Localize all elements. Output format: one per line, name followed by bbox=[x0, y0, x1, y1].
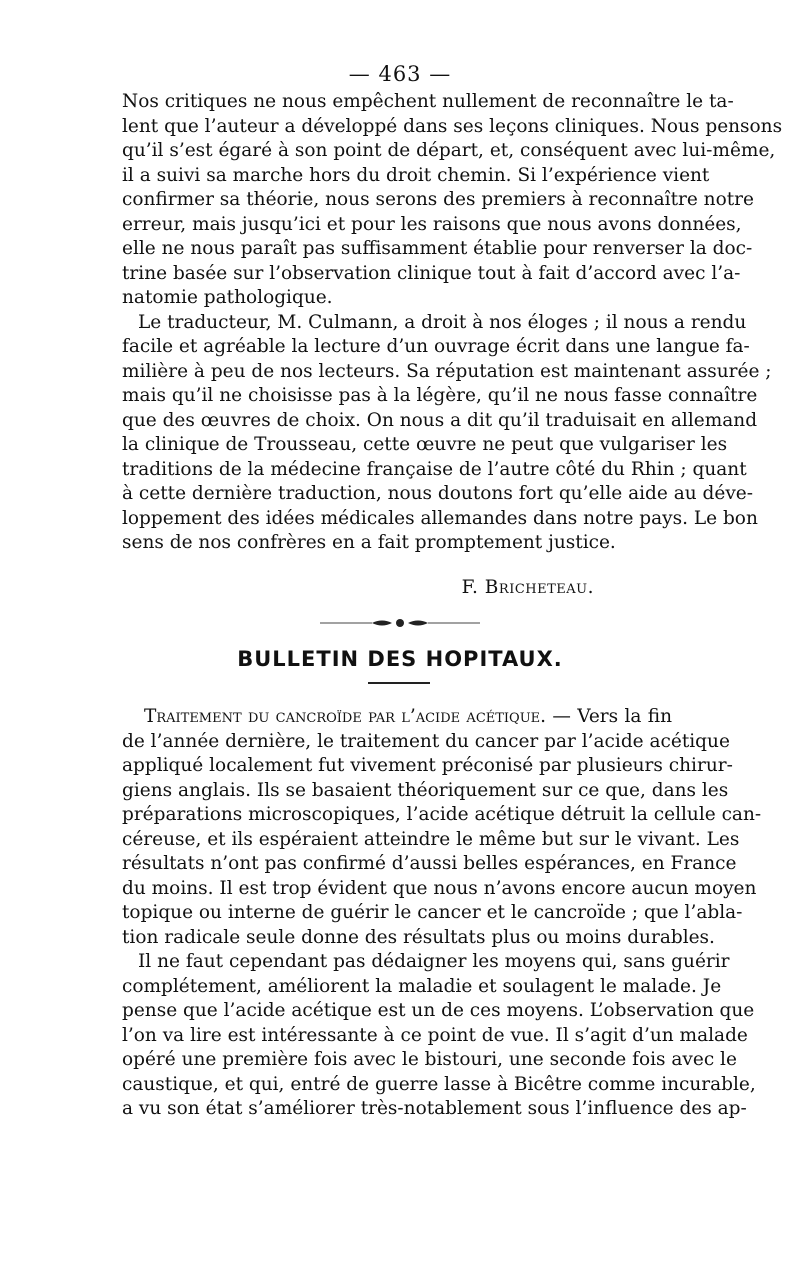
text-line: loppement des idées médicales allemandes dans notre pays. Le bon bbox=[122, 507, 758, 529]
text-line: résultats n’ont pas confirmé d’aussi belles espérances, en France bbox=[122, 853, 737, 874]
text-line: lent que l’auteur a développé dans ses leçons cliniques. Nous pensons bbox=[122, 115, 783, 137]
text-line: l’on va lire est intéressante à ce point de vue. Il s’agit d’un malade bbox=[122, 1024, 748, 1046]
text-line: complétement, améliorent la maladie et soulagent le malade. Je bbox=[122, 975, 722, 997]
article-heading: Traitement du cancroïde par l’acide acétique. bbox=[144, 706, 547, 727]
text-line: Le traducteur, M. Culmann, a droit à nos éloges ; il nous a rendu bbox=[138, 311, 747, 333]
text-line: du moins. Il est trop évident que nous n’avons encore aucun moyen bbox=[122, 877, 757, 899]
article-heading-continuation: — Vers la fin bbox=[546, 706, 672, 727]
text-line: caustique, et qui, entré de guerre lasse à Bicêtre comme incurable, bbox=[122, 1073, 756, 1095]
section-title: BULLETIN DES HOPITAUX. bbox=[237, 647, 563, 671]
page-number: — 463 — bbox=[348, 62, 452, 86]
text-line: elle ne nous paraît pas suffisamment établie pour renverser la doc- bbox=[122, 238, 753, 259]
ornamental-divider bbox=[320, 617, 480, 629]
text-line: facile et agréable la lecture d’un ouvrage écrit dans une langue fa- bbox=[122, 336, 750, 357]
bulletin-article bbox=[122, 705, 762, 1122]
text-line: que des œuvres de choix. On nous a dit qu’il traduisait en allemand bbox=[122, 409, 758, 431]
text-line: confirmer sa théorie, nous serons des premiers à reconnaître notre bbox=[122, 189, 754, 210]
text-line: sens de nos confrères en a fait promptement justice. bbox=[122, 532, 616, 553]
text-line: topique ou interne de guérir le cancer et le cancroïde ; que l’abla- bbox=[122, 902, 743, 923]
text-line: il a suivi sa marche hors du droit chemin. Si l’expérience vient bbox=[122, 164, 710, 186]
text-line: opéré une première fois avec le bistouri, une seconde fois avec le bbox=[122, 1049, 737, 1070]
text-line: Nos critiques ne nous empêchent nullement de reconnaître le ta- bbox=[122, 91, 734, 112]
text-line: giens anglais. Ils se basaient théoriquement sur ce que, dans les bbox=[122, 779, 729, 801]
text-line: de l’année dernière, le traitement du cancer par l’acide acétique bbox=[122, 730, 730, 752]
text-line: préparations microscopiques, l’acide acétique détruit la cellule can- bbox=[122, 804, 762, 825]
text-line: céreuse, et ils espéraient atteindre le même but sur le vivant. Les bbox=[122, 828, 740, 850]
text-line: natomie pathologique. bbox=[122, 287, 333, 308]
article-first-line bbox=[122, 705, 672, 730]
text-line: qu’il s’est égaré à son point de départ, et, conséquent avec lui-même, bbox=[122, 140, 776, 161]
text-line: pense que l’acide acétique est un de ces moyens. L’observation que bbox=[122, 1000, 755, 1021]
text-line: Il ne faut cependant pas dédaigner les moyens qui, sans guérir bbox=[138, 951, 730, 972]
title-rule bbox=[368, 682, 430, 684]
text-line: mais qu’il ne choisisse pas à la légère, qu’il ne nous fasse connaître bbox=[122, 385, 758, 406]
text-line: trine basée sur l’observation clinique tout à fait d’accord avec l’a- bbox=[122, 262, 741, 284]
author-signature: F. Bricheteau. bbox=[461, 577, 594, 598]
text-line: a vu son état s’améliorer très-notablement sous l’influence des ap- bbox=[122, 1098, 747, 1119]
review-conclusion bbox=[122, 90, 783, 556]
text-line: la clinique de Trousseau, cette œuvre ne peut que vulgariser les bbox=[122, 434, 728, 455]
text-line: traditions de la médecine française de l’autre côté du Rhin ; quant bbox=[122, 458, 747, 480]
text-line: milière à peu de nos lecteurs. Sa réputation est maintenant assurée ; bbox=[122, 360, 772, 382]
text-line: tion radicale seule donne des résultats plus ou moins durables. bbox=[122, 926, 715, 948]
text-line: erreur, mais jusqu’ici et pour les raisons que nous avons données, bbox=[122, 213, 742, 235]
text-line: à cette dernière traduction, nous doutons fort qu’elle aide au déve- bbox=[122, 483, 753, 504]
text-line: appliqué localement fut vivement préconisé par plusieurs chirur- bbox=[122, 755, 733, 776]
